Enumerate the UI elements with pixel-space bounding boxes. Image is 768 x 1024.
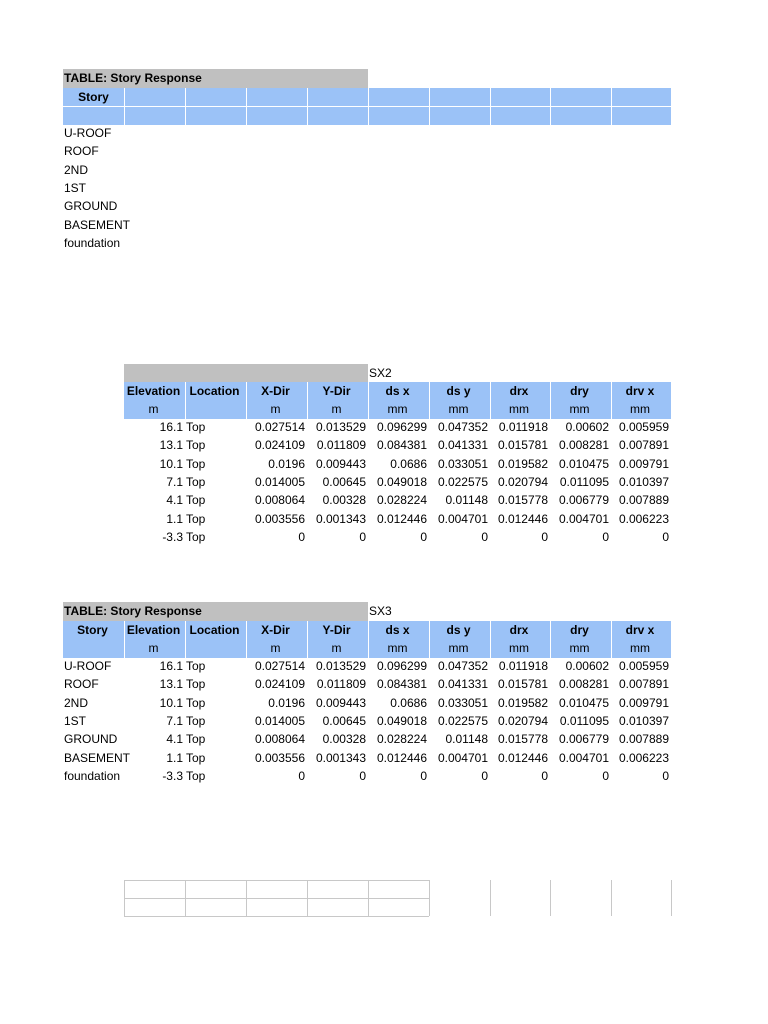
table3-cell: Top bbox=[186, 677, 206, 692]
table2-cell: 0.041331 bbox=[437, 438, 488, 453]
table3-cell: Top bbox=[186, 695, 206, 710]
table3-cell: 0.047352 bbox=[437, 659, 488, 673]
table3-cell: 10.1 bbox=[159, 695, 183, 710]
table2-cell: 0.007889 bbox=[618, 493, 669, 508]
table2-cell: 0.024109 bbox=[254, 438, 305, 453]
story-name: foundation bbox=[64, 235, 121, 250]
table3-col-header: Elevation bbox=[126, 623, 181, 637]
table3-cell: 4.1 bbox=[166, 732, 183, 747]
table3-cell: Top bbox=[186, 659, 206, 673]
table3-cell: 0 bbox=[298, 768, 305, 783]
table2-cell: 0.012446 bbox=[497, 511, 548, 526]
table3-cell: 0.00645 bbox=[322, 713, 366, 728]
table2-col-unit: mm bbox=[569, 402, 590, 416]
table2-cell: 0.027514 bbox=[254, 420, 305, 434]
table2-col-header: drx bbox=[509, 384, 529, 398]
table2-cell: 0.01148 bbox=[445, 493, 488, 508]
table2-cell: 0.007891 bbox=[618, 438, 669, 453]
table2-cell: Top bbox=[186, 420, 206, 434]
story-name: 2ND bbox=[64, 162, 89, 177]
table3-cell: 0.041331 bbox=[437, 677, 488, 692]
table3-cell: 1ST bbox=[64, 713, 87, 728]
table2-cell: 0.012446 bbox=[376, 511, 427, 526]
table3-col-header: Story bbox=[77, 623, 108, 637]
table3-label: SX3 bbox=[369, 604, 392, 618]
table1-story-header: Story bbox=[78, 90, 109, 104]
table3-cell: 0.009443 bbox=[315, 695, 366, 710]
table3-cell: 0.010475 bbox=[558, 695, 609, 710]
table2-cell: 0.011918 bbox=[498, 420, 548, 434]
table3-cell: 0.012446 bbox=[497, 750, 548, 765]
table3-cell: 0 bbox=[420, 768, 427, 783]
table2-cell: 0.001343 bbox=[315, 511, 366, 526]
table3-col-header: Y-Dir bbox=[322, 623, 351, 637]
table3-cell: 13.1 bbox=[159, 677, 183, 692]
table3-cell: 0.001343 bbox=[315, 750, 366, 765]
table3-cell: BASEMENT bbox=[64, 750, 131, 765]
table3-cell: Top bbox=[186, 768, 206, 783]
table2-cell: 0.00645 bbox=[322, 474, 366, 489]
table2-cell: 0.010397 bbox=[618, 474, 669, 489]
table2-cell: 0.00602 bbox=[565, 420, 609, 434]
table3-cell: 0.027514 bbox=[254, 659, 305, 673]
table2-col-header: dry bbox=[570, 384, 589, 398]
table3-cell: 0 bbox=[662, 768, 669, 783]
table3-cell: 0.012446 bbox=[376, 750, 427, 765]
table3-col-header: dry bbox=[570, 623, 589, 637]
story-name: BASEMENT bbox=[64, 217, 131, 232]
table3-cell: 7.1 bbox=[166, 713, 183, 728]
table2-cell: 0.008281 bbox=[558, 438, 609, 453]
table3-cell: 0.006779 bbox=[558, 732, 609, 747]
table2-cell: Top bbox=[186, 438, 206, 453]
table2-cell: 0.008064 bbox=[254, 493, 305, 508]
table3-cell: 0.024109 bbox=[254, 677, 305, 692]
table3-col-unit: mm bbox=[630, 641, 650, 655]
table1-title: TABLE: Story Response bbox=[64, 71, 202, 85]
table2-cell: 0.096299 bbox=[376, 420, 427, 434]
table3-cell: 0.006223 bbox=[618, 750, 669, 765]
table2-cell: 0 bbox=[481, 529, 488, 544]
table2-cell: 0.009791 bbox=[618, 456, 669, 471]
table3-cell: 0.007891 bbox=[618, 677, 669, 692]
table3-col-unit: m bbox=[270, 641, 281, 655]
table2-cell: 0.010475 bbox=[558, 456, 609, 471]
table3-col-header: drv x bbox=[625, 623, 655, 637]
table2-col-header: Location bbox=[189, 384, 240, 398]
table2-col-header: ds x bbox=[385, 384, 410, 398]
table2-cell: 0 bbox=[602, 529, 609, 544]
table2-col-unit bbox=[185, 400, 244, 418]
table3-col-unit bbox=[185, 639, 244, 657]
table3-cell: 0.00602 bbox=[565, 659, 609, 673]
story-name: 1ST bbox=[64, 180, 87, 195]
table2-cell: 0.015781 bbox=[497, 438, 548, 453]
table2-cell: 0.033051 bbox=[437, 456, 488, 471]
table2-cell: 0.084381 bbox=[376, 438, 427, 453]
table3-cell: 0.010397 bbox=[618, 713, 669, 728]
table2-label: SX2 bbox=[369, 366, 392, 380]
table2-cell: 0.003556 bbox=[254, 511, 305, 526]
table2-cell: Top bbox=[186, 456, 206, 471]
table3-cell: Top bbox=[186, 713, 206, 728]
table3-col-unit bbox=[63, 639, 122, 657]
table3-cell: 0.008281 bbox=[558, 677, 609, 692]
table2-cell: 1.1 bbox=[166, 511, 183, 526]
table3-cell: 0.005959 bbox=[618, 659, 669, 673]
table3-cell: 0.0196 bbox=[268, 695, 305, 710]
table3-cell: 0.015778 bbox=[497, 732, 548, 747]
table2-cell: 0.020794 bbox=[497, 474, 548, 489]
table3-cell: 0.020794 bbox=[497, 713, 548, 728]
table3-cell: 0.0686 bbox=[390, 695, 427, 710]
table3-cell: 0.084381 bbox=[376, 677, 427, 692]
table3-cell: 0.049018 bbox=[376, 713, 427, 728]
table2-cell: 0.022575 bbox=[437, 474, 488, 489]
table3-cell: 0.013529 bbox=[315, 659, 366, 673]
table2-cell: 0 bbox=[420, 529, 427, 544]
table2-cell: 0.00328 bbox=[322, 493, 366, 508]
table2-cell: Top bbox=[186, 511, 206, 526]
table3-cell: 0.022575 bbox=[437, 713, 488, 728]
table2-col-header: ds y bbox=[446, 384, 471, 398]
table2-cell: 0.004701 bbox=[558, 511, 609, 526]
table3-cell: -3.3 bbox=[162, 768, 183, 783]
table3-col-unit: m bbox=[331, 641, 342, 655]
table3-cell: 16.1 bbox=[159, 659, 183, 673]
table3-cell: 0.028224 bbox=[376, 732, 427, 747]
table2-cell: 0 bbox=[359, 529, 366, 544]
table2-cell: 0 bbox=[662, 529, 669, 544]
table2-cell: 0.014005 bbox=[254, 474, 305, 489]
table3-cell: 2ND bbox=[64, 695, 89, 710]
table3-cell: 0.009791 bbox=[618, 695, 669, 710]
story-name: U-ROOF bbox=[64, 126, 112, 140]
table2-col-unit: mm bbox=[630, 402, 650, 416]
table2-cell: 0.019582 bbox=[497, 456, 548, 471]
table3-cell: 0.004701 bbox=[437, 750, 488, 765]
table3-col-header: Location bbox=[189, 623, 240, 637]
table2-cell: Top bbox=[186, 529, 206, 544]
table2-col-unit: mm bbox=[448, 402, 469, 416]
table3-col-header: drx bbox=[509, 623, 529, 637]
table2-cell: 0.028224 bbox=[376, 493, 427, 508]
table3-cell: 0.011095 bbox=[559, 713, 609, 728]
table3-cell: 0.033051 bbox=[437, 695, 488, 710]
table3-cell: 0 bbox=[359, 768, 366, 783]
table3-cell: 0.007889 bbox=[618, 732, 669, 747]
table3-col-unit: m bbox=[148, 641, 159, 655]
table3-cell: U-ROOF bbox=[64, 659, 112, 673]
table3-cell: 0.019582 bbox=[497, 695, 548, 710]
table2-cell: 10.1 bbox=[159, 456, 183, 471]
table2-title-bar bbox=[124, 364, 368, 383]
table2-cell: 0.006223 bbox=[618, 511, 669, 526]
table3-cell: 0.008064 bbox=[254, 732, 305, 747]
table3-cell: 0.096299 bbox=[376, 659, 427, 673]
table2-cell: 4.1 bbox=[166, 493, 183, 508]
table2-cell: 0.047352 bbox=[437, 420, 488, 434]
table3-cell: 1.1 bbox=[166, 750, 183, 765]
table2-col-unit: mm bbox=[387, 402, 408, 416]
table3-title: TABLE: Story Response bbox=[64, 604, 202, 618]
table2-cell: 0.049018 bbox=[376, 474, 427, 489]
table2-cell: 0.015778 bbox=[497, 493, 548, 508]
table3-col-header: X-Dir bbox=[261, 623, 290, 637]
story-name: ROOF bbox=[64, 144, 99, 159]
table3-cell: 0.011809 bbox=[316, 677, 366, 692]
table2-cell: 0.005959 bbox=[618, 420, 669, 434]
table3-cell: 0.015781 bbox=[497, 677, 548, 692]
table2-cell: 7.1 bbox=[166, 474, 183, 489]
table2-col-unit: mm bbox=[509, 402, 529, 416]
table2-cell: 16.1 bbox=[159, 420, 183, 434]
table2-cell: Top bbox=[186, 493, 206, 508]
table3-cell: 0 bbox=[481, 768, 488, 783]
table3-cell: 0.011918 bbox=[498, 659, 548, 673]
table3-col-unit: mm bbox=[448, 641, 469, 655]
table2-col-unit: m bbox=[331, 402, 342, 416]
table2-cell: 0.0686 bbox=[390, 456, 427, 471]
table2-cell: Top bbox=[186, 474, 206, 489]
table2-cell: 0 bbox=[541, 529, 548, 544]
table3-cell: GROUND bbox=[64, 732, 118, 747]
table2-col-header: Elevation bbox=[126, 384, 181, 398]
table3-cell: 0.01148 bbox=[445, 732, 488, 747]
table3-cell: ROOF bbox=[64, 677, 99, 692]
table2-col-unit: m bbox=[270, 402, 281, 416]
table2-cell: 0.011095 bbox=[559, 474, 609, 489]
table3-col-unit: mm bbox=[509, 641, 529, 655]
table2-cell: 0.013529 bbox=[315, 420, 366, 434]
table2-cell: 0.011809 bbox=[316, 438, 366, 453]
table3-cell: Top bbox=[186, 750, 206, 765]
table2-col-header: X-Dir bbox=[261, 384, 290, 398]
table3-cell: 0.004701 bbox=[558, 750, 609, 765]
table3-cell: foundation bbox=[64, 768, 121, 783]
table3-cell: 0.014005 bbox=[254, 713, 305, 728]
table2-cell: 0.009443 bbox=[315, 456, 366, 471]
table3-col-unit: mm bbox=[569, 641, 590, 655]
table2-cell: 0.004701 bbox=[437, 511, 488, 526]
table2-col-header: Y-Dir bbox=[322, 384, 351, 398]
story-name: GROUND bbox=[64, 199, 118, 214]
table3-cell: 0 bbox=[541, 768, 548, 783]
table3-cell: 0.003556 bbox=[254, 750, 305, 765]
table3-cell: Top bbox=[186, 732, 206, 747]
table2-cell: 0 bbox=[298, 529, 305, 544]
table3-cell: 0.00328 bbox=[322, 732, 366, 747]
table2-cell: -3.3 bbox=[162, 529, 183, 544]
table3-col-unit: mm bbox=[387, 641, 408, 655]
table2-cell: 0.006779 bbox=[558, 493, 609, 508]
table3-cell: 0 bbox=[602, 768, 609, 783]
table2-cell: 13.1 bbox=[159, 438, 183, 453]
table2-col-header: drv x bbox=[625, 384, 655, 398]
table3-col-header: ds x bbox=[385, 623, 410, 637]
table2-cell: 0.0196 bbox=[268, 456, 305, 471]
table2-col-unit: m bbox=[148, 402, 159, 416]
table3-col-header: ds y bbox=[446, 623, 471, 637]
